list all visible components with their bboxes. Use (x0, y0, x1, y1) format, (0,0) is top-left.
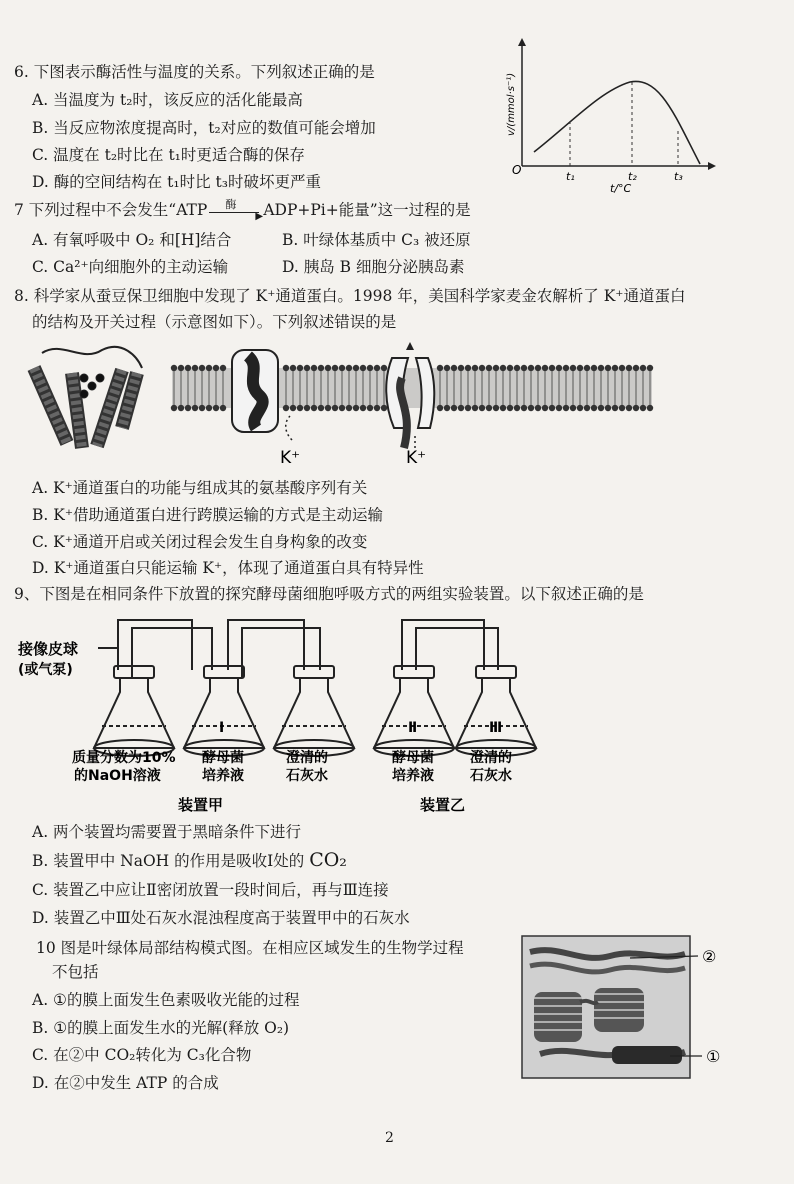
enzyme-arrow-label: 酶 (225, 198, 237, 211)
lipid-head (647, 365, 653, 371)
lipid-head (591, 365, 597, 371)
ion-arrow-closed (286, 416, 292, 440)
lipid-head (626, 405, 632, 411)
lipid-head (290, 365, 296, 371)
roman-iii: Ⅲ (489, 720, 503, 736)
lipid-head (451, 405, 457, 411)
flask-yeast-1-icon (184, 666, 264, 756)
lipid-head (339, 365, 345, 371)
q7-stem (14, 200, 471, 221)
lipid-head (542, 405, 548, 411)
lipid-head (353, 405, 359, 411)
q6-option-d: D. 酶的空间结构在 t₁时比 t₃时破坏更严重 (32, 173, 321, 191)
lipid-head (563, 405, 569, 411)
lipid-head (192, 405, 198, 411)
lipid-head (577, 365, 583, 371)
lipid-head (472, 405, 478, 411)
q10-option-d: D. 在②中发生 ATP 的合成 (32, 1074, 219, 1092)
lipid-head (542, 365, 548, 371)
lipid-head (381, 365, 387, 371)
lipid-head (220, 365, 226, 371)
lipid-head (199, 365, 205, 371)
q8-option-c: C. K⁺通道开启或关闭过程会发生自身构象的改变 (32, 533, 368, 551)
q9-option-b-text: B. 装置甲中 NaOH 的作用是吸收Ⅰ处的 (32, 852, 305, 870)
lipid-head (339, 405, 345, 411)
lipid-head (549, 405, 555, 411)
lipid-head (381, 405, 387, 411)
q6-stem: 6. 下图表示酶活性与温度的关系。下列叙述正确的是 (14, 63, 375, 81)
lipid-head (626, 365, 632, 371)
q8-option-a: A. K⁺通道蛋白的功能与组成其的氨基酸序列有关 (32, 479, 368, 497)
k-ion-label-2: K⁺ (406, 448, 427, 468)
lipid-head (570, 365, 576, 371)
lipid-head (619, 405, 625, 411)
lipid-head (171, 365, 177, 371)
lipid-head (465, 365, 471, 371)
lime-label-1a: 澄清的 (286, 750, 328, 766)
lipid-head (318, 365, 324, 371)
x-tick-t2: t₂ (628, 170, 637, 183)
lipid-head (283, 365, 289, 371)
lipid-head (220, 405, 226, 411)
lipid-head (178, 405, 184, 411)
lipid-head (444, 365, 450, 371)
lipid-head (605, 405, 611, 411)
lime-label-2b: 石灰水 (470, 768, 512, 784)
lipid-head (605, 365, 611, 371)
lipid-head (304, 405, 310, 411)
x-tick-t1: t₁ (566, 170, 575, 183)
lipid-head (612, 365, 618, 371)
setup-a-label: 装置甲 (178, 796, 224, 814)
lipid-head (283, 405, 289, 411)
q8-option-b: B. K⁺借助通道蛋白进行跨膜运输的方式是主动运输 (32, 506, 384, 524)
naoh-label-2: 的NaOH溶液 (74, 768, 161, 784)
lipid-head (549, 365, 555, 371)
q7-stem-head: 7 下列过程中不会发生“ATP (14, 201, 208, 219)
enzyme-arrow: 酶 ▶ (207, 201, 263, 221)
lipid-head (192, 365, 198, 371)
q9-stem: 9、下图是在相同条件下放置的探究酵母菌细胞呼吸方式的两组实验装置。以下叙述正确的是 (14, 585, 644, 603)
lipid-head (598, 365, 604, 371)
lipid-head (521, 405, 527, 411)
lipid-head (465, 405, 471, 411)
yeast-label-1b: 培养液 (202, 768, 244, 784)
q6-option-c: C. 温度在 t₂时比在 t₁时更适合酶的保存 (32, 146, 305, 164)
chloroplast-figure (520, 934, 740, 1084)
lipid-head (507, 365, 513, 371)
q7-option-b: B. 叶绿体基质中 C₃ 被还原 (282, 231, 471, 249)
q8-stem-line2: 的结构及开关过程（示意图如下）。下列叙述错误的是 (32, 313, 397, 331)
x-axis-label: t/°C (610, 182, 632, 195)
pump-label-1: 接像皮球 (18, 640, 79, 658)
lipid-head (507, 405, 513, 411)
lipid-head (311, 365, 317, 371)
k-ion-label-1: K⁺ (280, 448, 301, 468)
lipid-head (213, 365, 219, 371)
chart-origin: O (512, 163, 522, 177)
activity-curve (534, 81, 700, 164)
setup-b-label: 装置乙 (420, 796, 466, 814)
lipid-head (521, 365, 527, 371)
lipid-head (619, 365, 625, 371)
q8-stem-line1: 8. 科学家从蚕豆保卫细胞中发现了 K⁺通道蛋白。1998 年，美国科学家麦金农解析了 K⁺通道蛋白 (14, 287, 686, 305)
label-circled-1: ① (706, 1047, 721, 1066)
lime-label-2a: 澄清的 (470, 750, 512, 766)
q10-option-c: C. 在②中 CO₂转化为 C₃化合物 (32, 1046, 252, 1064)
lipid-head (171, 405, 177, 411)
lipid-head (577, 405, 583, 411)
pump-label-2: (或气泵) (18, 662, 73, 678)
q10-option-b: B. ①的膜上面发生水的光解(释放 O₂) (32, 1019, 290, 1037)
q9-option-a: A. 两个装置均需要置于黑暗条件下进行 (32, 823, 302, 841)
lipid-head (486, 365, 492, 371)
q9-option-d: D. 装置乙中Ⅲ处石灰水混浊程度高于装置甲中的石灰水 (32, 909, 410, 927)
lipid-head (591, 405, 597, 411)
lipid-head (486, 405, 492, 411)
page-number: 2 (385, 1130, 394, 1146)
lipid-head (479, 365, 485, 371)
k-channel-figure (22, 338, 662, 468)
roman-i: Ⅰ (219, 720, 225, 736)
yeast-label-2a: 酵母菌 (392, 750, 434, 766)
yeast-label-2b: 培养液 (392, 768, 434, 784)
lipid-head (444, 405, 450, 411)
lipid-head (528, 405, 534, 411)
lipid-head (360, 405, 366, 411)
q6-option-a: A. 当温度为 t₂时，该反应的活化能最高 (32, 91, 303, 109)
label-circled-2: ② (702, 947, 717, 966)
lipid-head (633, 365, 639, 371)
lipid-head (514, 365, 520, 371)
lipid-head (458, 365, 464, 371)
lipid-head (535, 405, 541, 411)
lipid-head (353, 365, 359, 371)
lipid-head (493, 405, 499, 411)
lime-label-1b: 石灰水 (286, 768, 328, 784)
lipid-head (528, 365, 534, 371)
lipid-head (556, 365, 562, 371)
closed-channel-icon (232, 350, 278, 432)
roman-ii: Ⅱ (408, 720, 418, 736)
lipid-head (640, 365, 646, 371)
q7-option-d: D. 胰岛 B 细胞分泌胰岛素 (282, 258, 465, 276)
lipid-head (318, 405, 324, 411)
lipid-head (346, 365, 352, 371)
channel-protein-structure-icon (34, 347, 142, 448)
lipid-head (360, 365, 366, 371)
q10-stem-line1: 10 图是叶绿体局部结构模式图。在相应区域发生的生物学过程 (36, 939, 464, 957)
flask-limewater-2-icon (456, 666, 536, 756)
lipid-head (570, 405, 576, 411)
lipid-head (206, 365, 212, 371)
lipid-head (612, 405, 618, 411)
q8-option-d: D. K⁺通道蛋白只能运输 K⁺，体现了通道蛋白具有特异性 (32, 559, 424, 577)
q10-stem-line2: 不包括 (52, 963, 99, 981)
lipid-head (598, 405, 604, 411)
lipid-head (304, 365, 310, 371)
lipid-head (199, 405, 205, 411)
flask-naoh-icon (94, 666, 174, 756)
q7-option-a: A. 有氧呼吸中 O₂ 和[H]结合 (32, 231, 232, 249)
lipid-head (185, 365, 191, 371)
lipid-head (185, 405, 191, 411)
lipid-head (437, 365, 443, 371)
lipid-head (311, 405, 317, 411)
flask-limewater-1-icon (274, 666, 354, 756)
lipid-head (325, 365, 331, 371)
lipid-head (367, 405, 373, 411)
co2-formula: CO₂ (309, 849, 347, 871)
q7-option-c: C. Ca²⁺向细胞外的主动运输 (32, 258, 229, 276)
x-axis-arrow (708, 162, 716, 170)
lipid-head (514, 405, 520, 411)
lipid-head (206, 405, 212, 411)
q7-stem-tail: ADP+Pi+能量”这一过程的是 (263, 201, 471, 219)
lipid-head (451, 365, 457, 371)
lipid-head (290, 405, 296, 411)
lipid-head (584, 365, 590, 371)
lipid-head (500, 365, 506, 371)
q6-option-b: B. 当反应物浓度提高时，t₂对应的数值可能会增加 (32, 119, 376, 137)
lipid-head (367, 365, 373, 371)
lipid-head (563, 365, 569, 371)
y-axis-label: v/(mmol·s⁻¹) (506, 72, 517, 136)
lipid-head (472, 365, 478, 371)
lipid-head (584, 405, 590, 411)
lipid-head (178, 365, 184, 371)
lipid-head (640, 405, 646, 411)
lipid-head (556, 405, 562, 411)
lipid-head (493, 365, 499, 371)
lipid-head (374, 405, 380, 411)
lipid-head (213, 405, 219, 411)
q10-option-a: A. ①的膜上面发生色素吸收光能的过程 (32, 991, 300, 1009)
lipid-head (647, 405, 653, 411)
y-axis-arrow (518, 38, 526, 46)
lipid-head (437, 405, 443, 411)
yeast-respiration-apparatus (14, 608, 574, 820)
lipid-head (297, 405, 303, 411)
flask-yeast-2-icon (374, 666, 454, 756)
lipid-head (297, 365, 303, 371)
lipid-head (346, 405, 352, 411)
q9-option-c: C. 装置乙中应让Ⅱ密闭放置一段时间后，再与Ⅲ连接 (32, 881, 389, 899)
lipid-head (479, 405, 485, 411)
lipid-head (332, 365, 338, 371)
lipid-head (500, 405, 506, 411)
yeast-label-1a: 酵母菌 (202, 750, 244, 766)
lipid-head (458, 405, 464, 411)
naoh-label-1: 质量分数为10% (72, 750, 176, 766)
lipid-head (332, 405, 338, 411)
lipid-head (535, 365, 541, 371)
enzyme-activity-chart (500, 36, 720, 196)
lipid-head (633, 405, 639, 411)
lipid-head (325, 405, 331, 411)
q9-option-b (32, 850, 347, 871)
x-tick-t3: t₃ (674, 170, 683, 183)
lipid-head (374, 365, 380, 371)
